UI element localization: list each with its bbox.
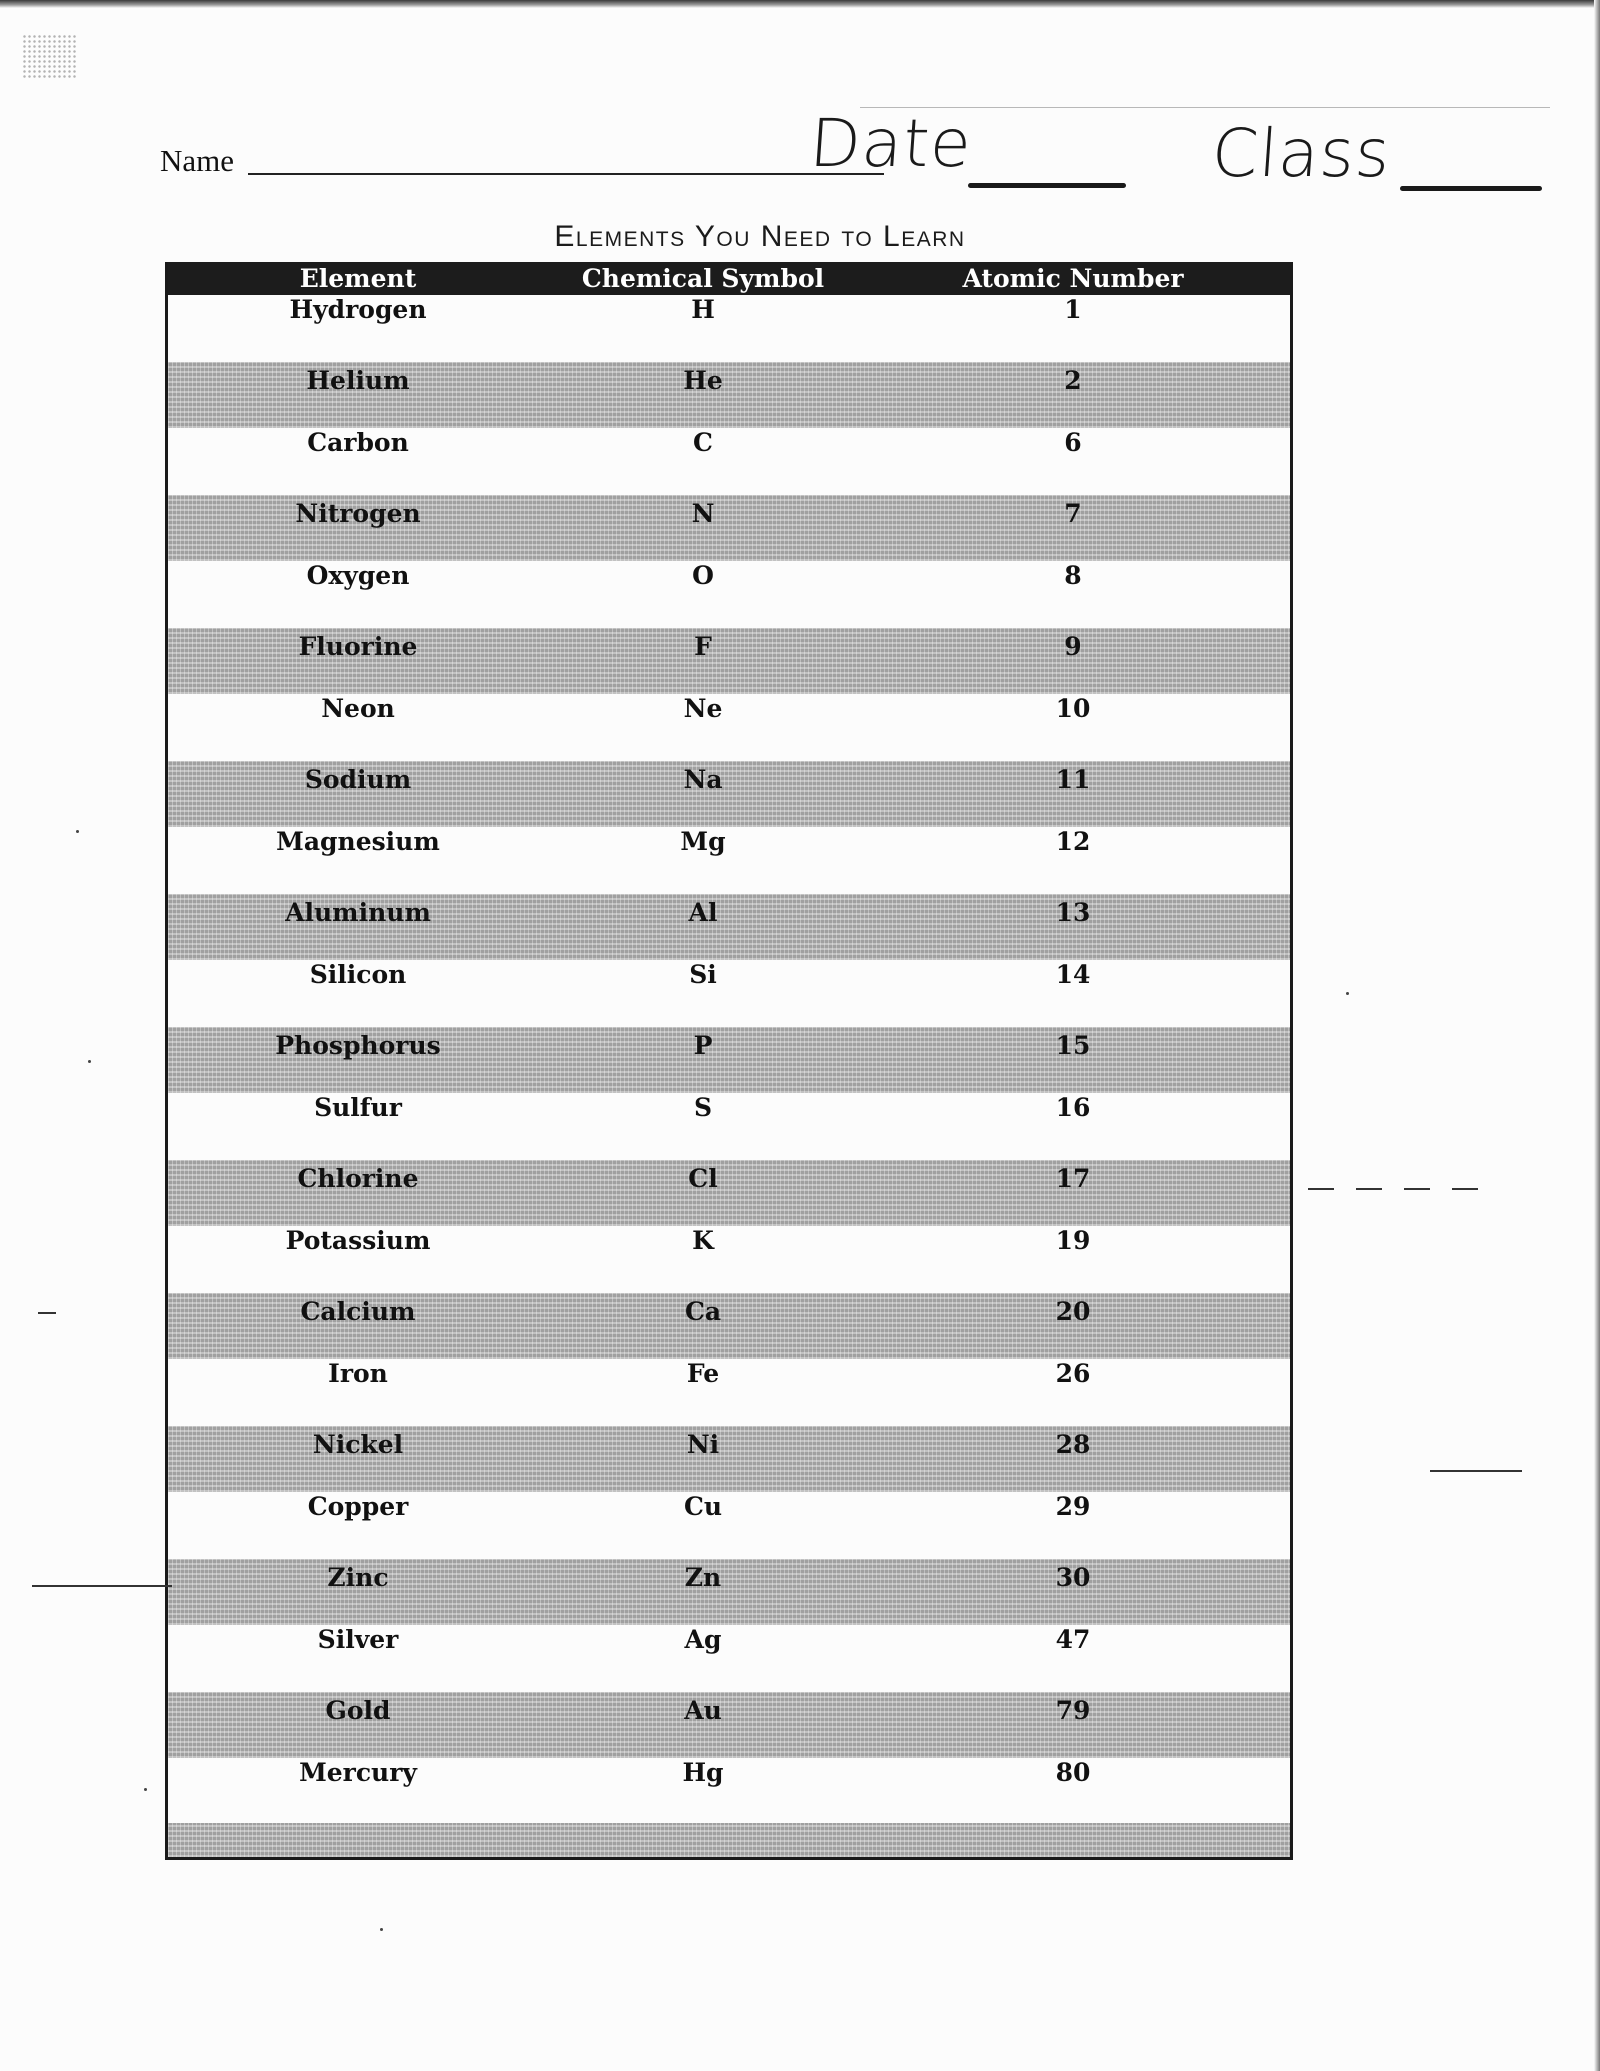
cell-element: Neon bbox=[321, 694, 395, 723]
cell-symbol: He bbox=[683, 365, 723, 395]
cell-atomic-number: 2 bbox=[1064, 365, 1082, 395]
table-body bbox=[168, 295, 1290, 1825]
class-field-line[interactable] bbox=[1400, 186, 1542, 191]
cell-atomic-number: 8 bbox=[1064, 561, 1082, 590]
name-label: Name bbox=[160, 143, 235, 178]
column-header-symbol: Chemical Symbol bbox=[581, 264, 825, 293]
cell-symbol: Cu bbox=[683, 1492, 723, 1521]
scan-edge-right bbox=[1594, 0, 1600, 2071]
date-label: Date bbox=[807, 105, 975, 182]
cell-symbol: S bbox=[693, 1093, 713, 1122]
cell-atomic-number: 14 bbox=[1055, 960, 1091, 989]
cell-atomic-number: 11 bbox=[1055, 764, 1091, 794]
table-row bbox=[168, 894, 1290, 961]
table-row bbox=[168, 1758, 1290, 1825]
cell-element: Magnesium bbox=[276, 827, 440, 856]
cell-element: Hydrogen bbox=[289, 295, 427, 324]
table-row bbox=[168, 1293, 1290, 1360]
cell-atomic-number: 26 bbox=[1055, 1359, 1091, 1388]
table-row bbox=[168, 561, 1290, 628]
scan-edge-top bbox=[0, 0, 1600, 8]
name-field-line[interactable] bbox=[248, 173, 884, 175]
table-row bbox=[168, 1426, 1290, 1493]
cell-atomic-number: 30 bbox=[1055, 1562, 1091, 1592]
table-row bbox=[168, 1625, 1290, 1692]
header-fields bbox=[160, 95, 1560, 205]
cell-atomic-number: 16 bbox=[1055, 1093, 1091, 1122]
table-row bbox=[168, 827, 1290, 894]
cell-element: Calcium bbox=[300, 1296, 416, 1326]
stray-mark bbox=[1308, 1188, 1488, 1190]
table-row bbox=[168, 295, 1290, 362]
table-row bbox=[168, 1492, 1290, 1559]
cell-symbol: Ca bbox=[684, 1296, 722, 1326]
table-row bbox=[168, 1027, 1290, 1094]
cell-atomic-number: 7 bbox=[1064, 498, 1082, 528]
cell-atomic-number: 19 bbox=[1055, 1226, 1091, 1255]
cell-symbol: Ni bbox=[686, 1429, 720, 1459]
cell-atomic-number: 79 bbox=[1055, 1695, 1091, 1725]
table-row bbox=[168, 362, 1290, 429]
table-row bbox=[168, 1226, 1290, 1293]
cell-symbol: C bbox=[693, 428, 713, 457]
class-label: Class bbox=[1209, 115, 1394, 192]
stray-mark bbox=[38, 1312, 56, 1314]
table-row bbox=[168, 761, 1290, 828]
cell-symbol: Zn bbox=[684, 1562, 722, 1592]
cell-element: Aluminum bbox=[285, 897, 431, 927]
column-header-number: Atomic Number bbox=[962, 264, 1184, 293]
cell-element: Chlorine bbox=[297, 1163, 419, 1193]
table-row bbox=[168, 428, 1290, 495]
table-row bbox=[168, 628, 1290, 695]
stray-dot bbox=[380, 1928, 383, 1931]
stray-dot bbox=[76, 830, 79, 833]
cell-symbol: Fe bbox=[686, 1359, 720, 1388]
cell-atomic-number: 12 bbox=[1055, 827, 1091, 856]
cell-element: Zinc bbox=[327, 1562, 389, 1592]
cell-element: Gold bbox=[325, 1695, 391, 1725]
table-row bbox=[168, 1359, 1290, 1426]
cell-element: Oxygen bbox=[306, 561, 410, 590]
cell-symbol: P bbox=[693, 1030, 713, 1060]
cell-atomic-number: 20 bbox=[1055, 1296, 1091, 1326]
cell-symbol: Al bbox=[688, 897, 718, 927]
cell-atomic-number: 6 bbox=[1064, 428, 1082, 457]
cell-element: Silver bbox=[317, 1625, 399, 1654]
table-header bbox=[168, 262, 1290, 295]
page-title: Elements You Need to Learn bbox=[554, 220, 966, 253]
table-row bbox=[168, 1559, 1290, 1626]
column-header-element: Element bbox=[299, 264, 417, 293]
stray-dot bbox=[88, 1060, 91, 1063]
elements-table bbox=[165, 262, 1293, 1860]
cell-symbol: Ag bbox=[684, 1625, 722, 1654]
cell-element: Helium bbox=[306, 365, 410, 395]
cell-symbol: H bbox=[691, 295, 715, 324]
cell-symbol: N bbox=[691, 498, 715, 528]
cell-atomic-number: 80 bbox=[1055, 1758, 1091, 1787]
cell-atomic-number: 28 bbox=[1055, 1429, 1091, 1459]
cell-atomic-number: 29 bbox=[1055, 1492, 1091, 1521]
table-row bbox=[168, 1160, 1290, 1227]
stray-dot bbox=[144, 1788, 147, 1791]
cell-atomic-number: 9 bbox=[1064, 631, 1082, 661]
cell-symbol: Au bbox=[684, 1695, 722, 1725]
cell-element: Iron bbox=[328, 1359, 388, 1388]
cell-symbol: Ne bbox=[683, 694, 723, 723]
stray-dot bbox=[1346, 992, 1349, 995]
table-footer-band bbox=[168, 1823, 1290, 1857]
cell-element: Mercury bbox=[299, 1758, 417, 1787]
scan-speckle bbox=[22, 34, 76, 78]
cell-element: Sodium bbox=[304, 764, 412, 794]
cell-atomic-number: 17 bbox=[1055, 1163, 1091, 1193]
cell-element: Sulfur bbox=[314, 1093, 402, 1122]
cell-symbol: K bbox=[692, 1226, 714, 1255]
cell-element: Silicon bbox=[309, 960, 407, 989]
cell-symbol: F bbox=[694, 631, 712, 661]
cell-atomic-number: 47 bbox=[1055, 1625, 1091, 1654]
cell-atomic-number: 10 bbox=[1055, 694, 1091, 723]
stray-mark bbox=[1430, 1470, 1522, 1472]
cell-atomic-number: 13 bbox=[1055, 897, 1091, 927]
cell-element: Carbon bbox=[307, 428, 409, 457]
cell-element: Potassium bbox=[285, 1226, 431, 1255]
cell-atomic-number: 1 bbox=[1064, 295, 1082, 324]
cell-element: Copper bbox=[307, 1492, 409, 1521]
table-row bbox=[168, 1093, 1290, 1160]
cell-atomic-number: 15 bbox=[1055, 1030, 1091, 1060]
cell-symbol: Na bbox=[683, 764, 723, 794]
table-row bbox=[168, 495, 1290, 562]
cell-symbol: Cl bbox=[688, 1163, 718, 1193]
cell-element: Nitrogen bbox=[295, 498, 421, 528]
cell-element: Fluorine bbox=[298, 631, 418, 661]
cell-symbol: Mg bbox=[680, 827, 726, 856]
stray-mark bbox=[32, 1585, 172, 1587]
cell-symbol: Hg bbox=[682, 1758, 724, 1787]
table-row bbox=[168, 1692, 1290, 1759]
table-row bbox=[168, 960, 1290, 1027]
cell-symbol: O bbox=[692, 561, 714, 590]
cell-element: Phosphorus bbox=[275, 1030, 441, 1060]
cell-symbol: Si bbox=[689, 960, 717, 989]
cell-element: Nickel bbox=[312, 1429, 404, 1459]
date-field-line[interactable] bbox=[968, 183, 1126, 188]
table-row bbox=[168, 694, 1290, 761]
